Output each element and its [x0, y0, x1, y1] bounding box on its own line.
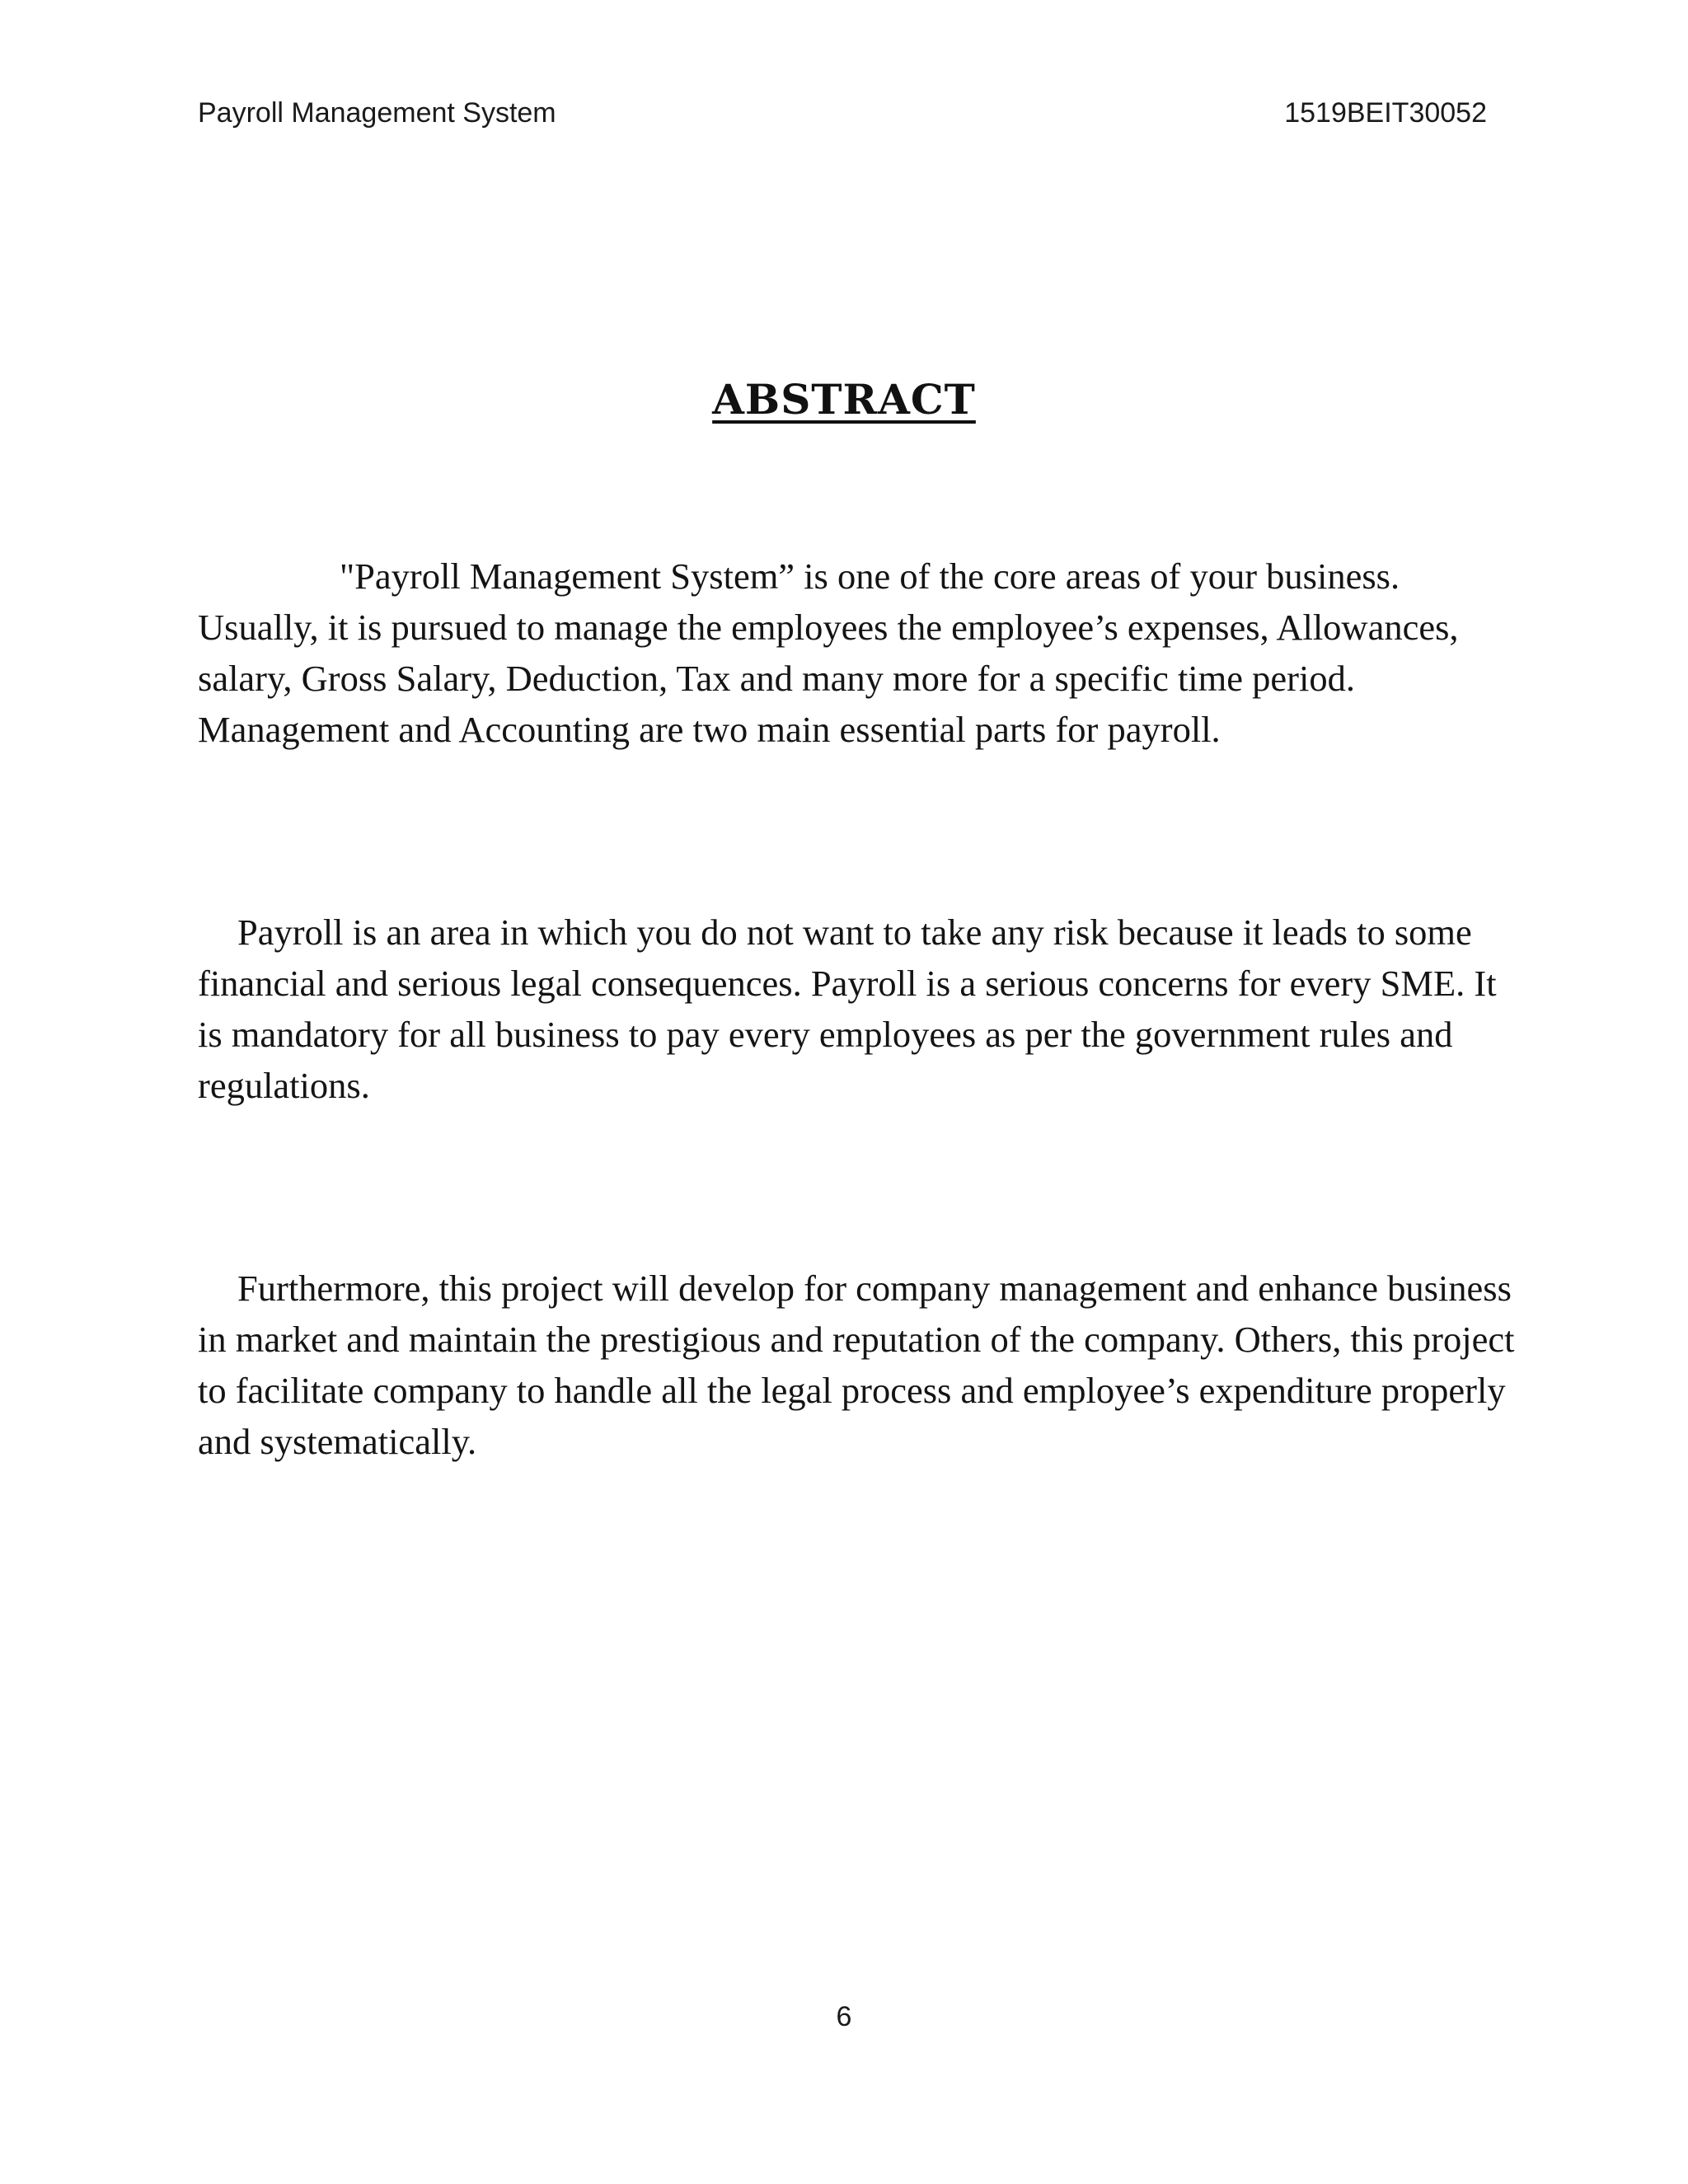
abstract-paragraph-1: "Payroll Management System” is one of the core areas of your business. Usually, it is pursued to manage the employees the employee’s expenses, Allowances, salary, Gross Salary, Deduction, Tax and many more for a specific time period. Management and Accounting are two main essential parts for payroll.: [198, 555, 1459, 750]
header-student-id: 1519BEIT30052: [1284, 97, 1487, 129]
abstract-paragraph-2: Payroll is an area in which you do not want to take any risk because it leads to some financial and serious legal consequences. Payroll is a serious concerns for every SME. It is mandatory for all business to pay every employees as per the government rules and regulations.: [198, 912, 1497, 1106]
header-document-title: Payroll Management System: [198, 97, 556, 129]
running-header: [198, 97, 1487, 138]
section-heading-text: ABSTRACT: [712, 375, 976, 424]
section-heading: [0, 375, 1688, 424]
abstract-paragraph-3: Furthermore, this project will develop for company management and enhance business in market and maintain the prestigious and reputation of the company. Others, this project to facilitate company to handle all the legal process and employee’s expenditure properly and systematically.: [198, 1268, 1515, 1462]
page-number: 6: [836, 2001, 852, 2032]
